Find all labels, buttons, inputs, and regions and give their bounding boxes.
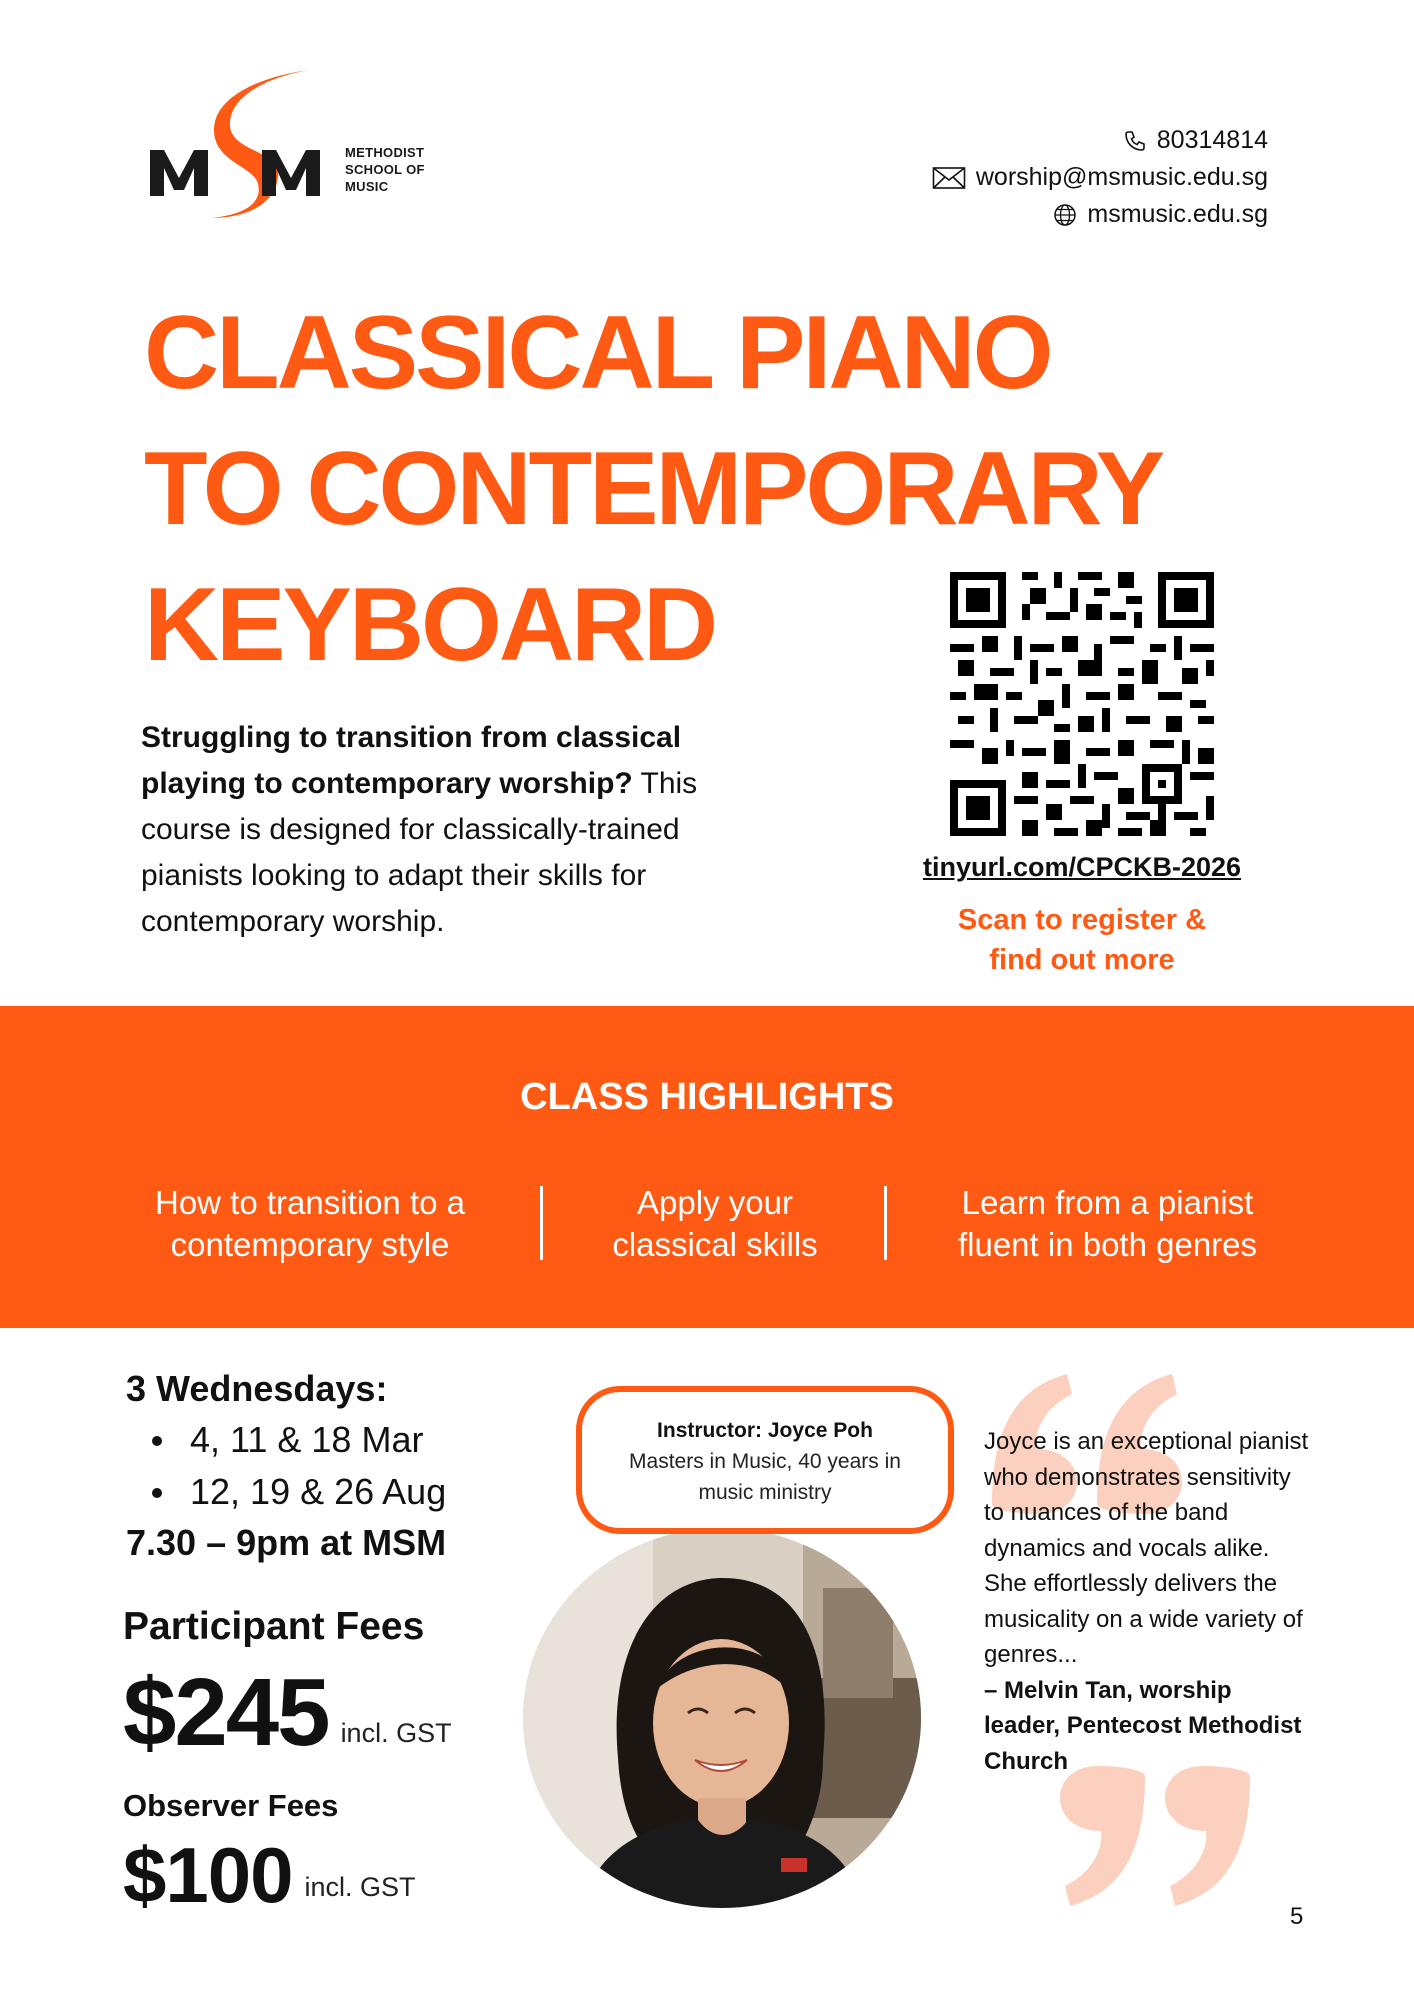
instructor-photo [523,1528,921,1908]
observer-fee-note: incl. GST [304,1872,416,1902]
testimonial-text: Joyce is an exceptional pianist who demonstrates sensitivity to nuances of the band dynamics and vocals alike. She effortlessly delivers the musicality on a wide variety of genres... [984,1428,1309,1668]
highlight-3-line-2: fluent in both genres [957,1226,1258,1263]
class-highlights-band [0,1006,1414,1328]
highlight-item [560,1182,870,1266]
globe-icon [1053,203,1077,227]
participant-fee-amount: $245 [123,1659,329,1766]
highlight-item [120,1182,500,1266]
schedule-date-item: 4, 11 & 18 Mar [152,1414,446,1466]
instructor-desc-line-1: Masters in Music, 40 years in [629,1450,901,1473]
highlight-divider [884,1186,887,1260]
schedule-date-item: 12, 19 & 26 Aug [152,1466,446,1518]
observer-fee-amount: $100 [123,1831,293,1919]
cta-line-2: find out more [989,944,1175,976]
highlight-3-line-1: Learn from a pianist [961,1184,1254,1221]
contact-email[interactable] [932,159,1268,196]
msm-logo [150,66,440,226]
register-link[interactable]: tinyurl.com/CPCKB-2026 [922,852,1242,882]
observer-fee [123,1831,416,1919]
page-number: 5 [1290,1903,1304,1930]
schedule-heading: 3 Wednesdays: [126,1368,388,1409]
intro-lead: Struggling to transition from classical playing to contemporary worship? [141,721,682,800]
logo-wordmark [345,144,425,195]
highlights-title: CLASS HIGHLIGHTS [520,1076,894,1118]
contact-website[interactable] [932,196,1268,233]
close-quote-icon [1040,1766,1270,1916]
instructor-card [576,1386,954,1534]
highlight-divider [540,1186,543,1260]
participant-fee [123,1659,452,1766]
phone-icon [1123,129,1147,153]
instructor-portrait [523,1528,921,1908]
observer-fees-label: Observer Fees [123,1788,339,1823]
instructor-desc-line-2: music ministry [698,1481,832,1504]
schedule [126,1364,446,1568]
highlight-2-line-2: classical skills [612,1226,818,1263]
logo-line-2: SCHOOL OF [345,162,425,177]
highlight-item [930,1182,1285,1266]
course-intro [141,715,781,945]
highlight-1-line-2: contemporary style [170,1226,450,1263]
participant-fee-note: incl. GST [340,1718,452,1748]
highlight-2-line-1: Apply your [637,1184,793,1221]
phone-number: 80314814 [1156,126,1268,154]
schedule-time: 7.30 – 9pm at MSM [126,1522,447,1563]
schedule-dates [126,1414,446,1518]
testimonial [984,1424,1314,1779]
title-line-1: CLASSICAL PIANO [144,295,1051,411]
registration-qr-code[interactable] [950,572,1214,836]
cta-line-1: Scan to register & [957,904,1207,936]
logo-line-3: MUSIC [345,179,389,194]
intro-body: This course is designed for classically-trained pianists looking to adapt their skills for contemporary worship. [141,767,698,938]
contact-info [932,122,1268,233]
title-line-3: KEYBOARD [144,567,716,683]
title-line-2: TO CONTEMPORARY [144,431,1163,547]
scan-to-register-text [880,900,1284,980]
email-address: worship@msmusic.edu.sg [975,163,1268,191]
logo-line-1: METHODIST [345,145,425,160]
contact-phone[interactable] [932,122,1268,159]
instructor-name: Instructor: Joyce Poh [657,1419,873,1442]
testimonial-attribution: – Melvin Tan, worship leader, Pentecost Methodist Church [984,1676,1302,1775]
mail-icon [932,166,966,190]
highlight-1-line-1: How to transition to a [155,1184,465,1221]
website-url: msmusic.edu.sg [1087,200,1268,228]
participant-fees-label: Participant Fees [123,1605,425,1648]
